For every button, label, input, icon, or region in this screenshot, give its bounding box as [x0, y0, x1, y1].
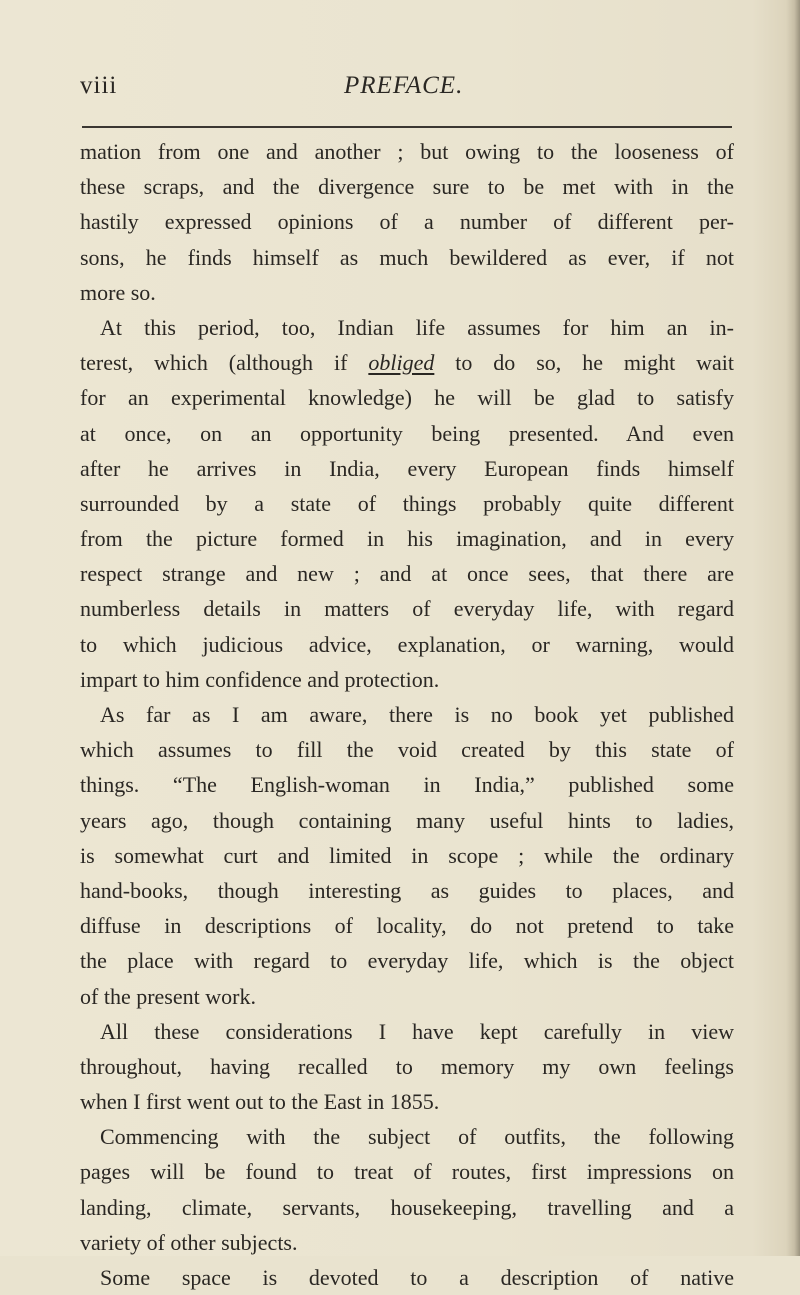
text-segment: terest, which (although if: [80, 350, 348, 376]
text-line: these scraps, and the divergence sure to be met with in the: [80, 174, 734, 200]
text-line: at once, on an opportunity being presented. And even: [80, 420, 734, 446]
text-line: Commencing with the subject of outfits, the following: [100, 1124, 734, 1150]
text-line: landing, climate, servants, housekeeping, travelling and a: [80, 1194, 734, 1220]
header-rule: [82, 126, 732, 128]
page-header: [80, 72, 730, 108]
text-line: for an experimental knowledge) he will be glad to satisfy: [80, 385, 734, 411]
text-line-with-emphasis: [80, 345, 734, 380]
text-line: years ago, though containing many useful hints to ladies,: [80, 807, 734, 833]
text-line: All these considerations I have kept carefully in view: [100, 1018, 734, 1044]
text-line: mation from one and another ; but owing to the looseness of: [80, 139, 734, 164]
text-line: of the present work.: [80, 983, 256, 1009]
text-line: from the picture formed in his imagination, and in every: [80, 526, 734, 552]
text-line: things. “The English-woman in India,” published some: [80, 772, 734, 798]
text-line: numberless details in matters of everyday life, with regard: [80, 596, 734, 622]
page-edge-shadow: [786, 0, 800, 1256]
running-head: PREFACE.: [344, 72, 464, 99]
text-line: impart to him confidence and protection.: [80, 666, 440, 692]
emphasized-word: obliged: [368, 350, 435, 376]
text-line: surrounded by a state of things probably quite different: [80, 490, 734, 516]
text-line: sons, he finds himself as much bewildered as ever, if not: [80, 244, 734, 270]
text-line: At this period, too, Indian life assumes for him an in-: [100, 314, 734, 340]
text-line: when I first went out to the East in 1855.: [80, 1089, 440, 1115]
text-line: more so.: [80, 279, 156, 305]
text-line: hastily expressed opinions of a number of different per-: [80, 209, 734, 235]
text-line: diffuse in descriptions of locality, do not pretend to take: [80, 913, 734, 939]
text-line: Some space is devoted to a description of native: [100, 1265, 734, 1290]
text-line: to which judicious advice, explanation, or warning, would: [80, 631, 734, 657]
text-line: after he arrives in India, every European finds himself: [80, 455, 734, 481]
body-text: [80, 134, 734, 1295]
text-line: the place with regard to everyday life, which is the object: [80, 948, 734, 974]
page-number: viii: [80, 72, 118, 99]
text-line: variety of other subjects.: [80, 1229, 298, 1255]
text-line: As far as I am aware, there is no book yet published: [100, 702, 734, 727]
text-line: is somewhat curt and limited in scope ; while the ordinary: [80, 842, 734, 868]
text-segment: to do so, he might wait: [455, 350, 735, 376]
text-line: throughout, having recalled to memory my own feelings: [80, 1053, 734, 1079]
text-line: respect strange and new ; and at once sees, that there are: [80, 561, 734, 587]
text-line: pages will be found to treat of routes, first impressions on: [80, 1159, 734, 1185]
text-line: hand-books, though interesting as guides to places, and: [80, 877, 734, 903]
text-line: which assumes to fill the void created by this state of: [80, 737, 734, 763]
